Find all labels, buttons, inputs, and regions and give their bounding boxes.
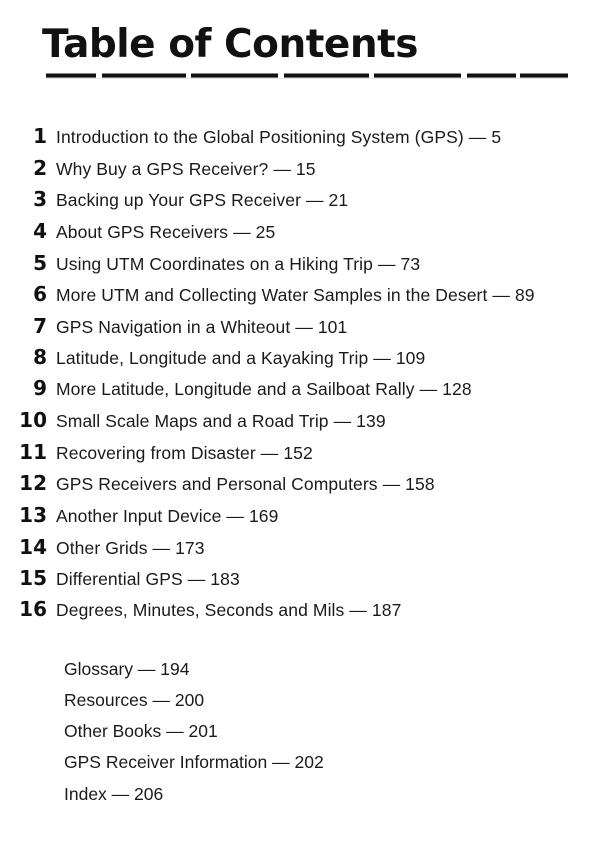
chapter-title: Other Grids — 173 <box>56 538 205 558</box>
toc-entry-15[interactable] <box>0 566 240 592</box>
chapter-title: Using UTM Coordinates on a Hiking Trip — 73 <box>56 254 421 274</box>
chapter-number: 9 <box>33 376 47 400</box>
back-matter-gps-receiver-information[interactable]: GPS Receiver Information — 202 <box>64 752 324 772</box>
toc-entry-1[interactable] <box>0 124 501 150</box>
back-matter-glossary[interactable]: Glossary — 194 <box>64 659 190 679</box>
chapter-title: Differential GPS — 183 <box>56 569 240 589</box>
chapter-number: 10 <box>19 408 47 432</box>
toc-entry-13[interactable] <box>0 503 278 529</box>
toc-entry-12[interactable] <box>0 471 435 497</box>
chapter-number: 5 <box>33 251 47 275</box>
toc-entry-8[interactable] <box>0 345 425 371</box>
chapter-number: 11 <box>19 440 47 464</box>
chapter-number: 12 <box>19 471 47 495</box>
chapter-title: Small Scale Maps and a Road Trip — 139 <box>56 411 386 431</box>
toc-entry-4[interactable] <box>0 219 275 245</box>
toc-entry-2[interactable] <box>0 156 316 182</box>
chapter-title: Another Input Device — 169 <box>56 506 279 526</box>
back-matter-resources[interactable]: Resources — 200 <box>64 690 205 710</box>
chapter-number: 15 <box>19 566 47 590</box>
toc-entry-5[interactable] <box>0 251 420 277</box>
chapter-number: 16 <box>19 597 47 621</box>
toc-entry-3[interactable] <box>0 187 348 213</box>
chapter-number: 14 <box>19 535 47 559</box>
chapter-number: 13 <box>19 503 47 527</box>
chapter-number: 2 <box>33 156 47 180</box>
chapter-title: More UTM and Collecting Water Samples in the Desert — 89 <box>56 285 535 305</box>
chapter-title: Recovering from Disaster — 152 <box>56 443 313 463</box>
back-matter-other-books[interactable]: Other Books — 201 <box>64 721 218 741</box>
chapter-title: Why Buy a GPS Receiver? — 15 <box>56 159 316 179</box>
toc-entry-7[interactable] <box>0 314 347 340</box>
chapter-title: Backing up Your GPS Receiver — 21 <box>56 190 349 210</box>
chapter-number: 1 <box>33 124 47 148</box>
chapter-title: Latitude, Longitude and a Kayaking Trip — 109 <box>56 348 426 368</box>
chapter-title: Degrees, Minutes, Seconds and Mils — 187 <box>56 600 402 620</box>
chapter-title: About GPS Receivers — 25 <box>56 222 276 242</box>
toc-entry-6[interactable] <box>0 282 535 308</box>
page-title: Table of Contents <box>42 22 418 67</box>
chapter-title: Introduction to the Global Positioning System (GPS) — 5 <box>56 127 502 147</box>
chapter-number: 3 <box>33 187 47 211</box>
toc-entry-16[interactable] <box>0 597 401 623</box>
chapter-number: 7 <box>33 314 47 338</box>
chapter-number: 8 <box>33 345 47 369</box>
toc-entry-10[interactable] <box>0 408 386 434</box>
chapter-number: 4 <box>33 219 47 243</box>
chapter-title: More Latitude, Longitude and a Sailboat Rally — 128 <box>56 379 472 399</box>
back-matter-index[interactable]: Index — 206 <box>64 784 164 804</box>
toc-entry-9[interactable] <box>0 376 472 402</box>
chapter-title: GPS Receivers and Personal Computers — 158 <box>56 474 435 494</box>
chapter-title: GPS Navigation in a Whiteout — 101 <box>56 317 348 337</box>
chapter-number: 6 <box>33 282 47 306</box>
toc-entry-14[interactable] <box>0 535 205 561</box>
toc-entry-11[interactable] <box>0 440 313 466</box>
